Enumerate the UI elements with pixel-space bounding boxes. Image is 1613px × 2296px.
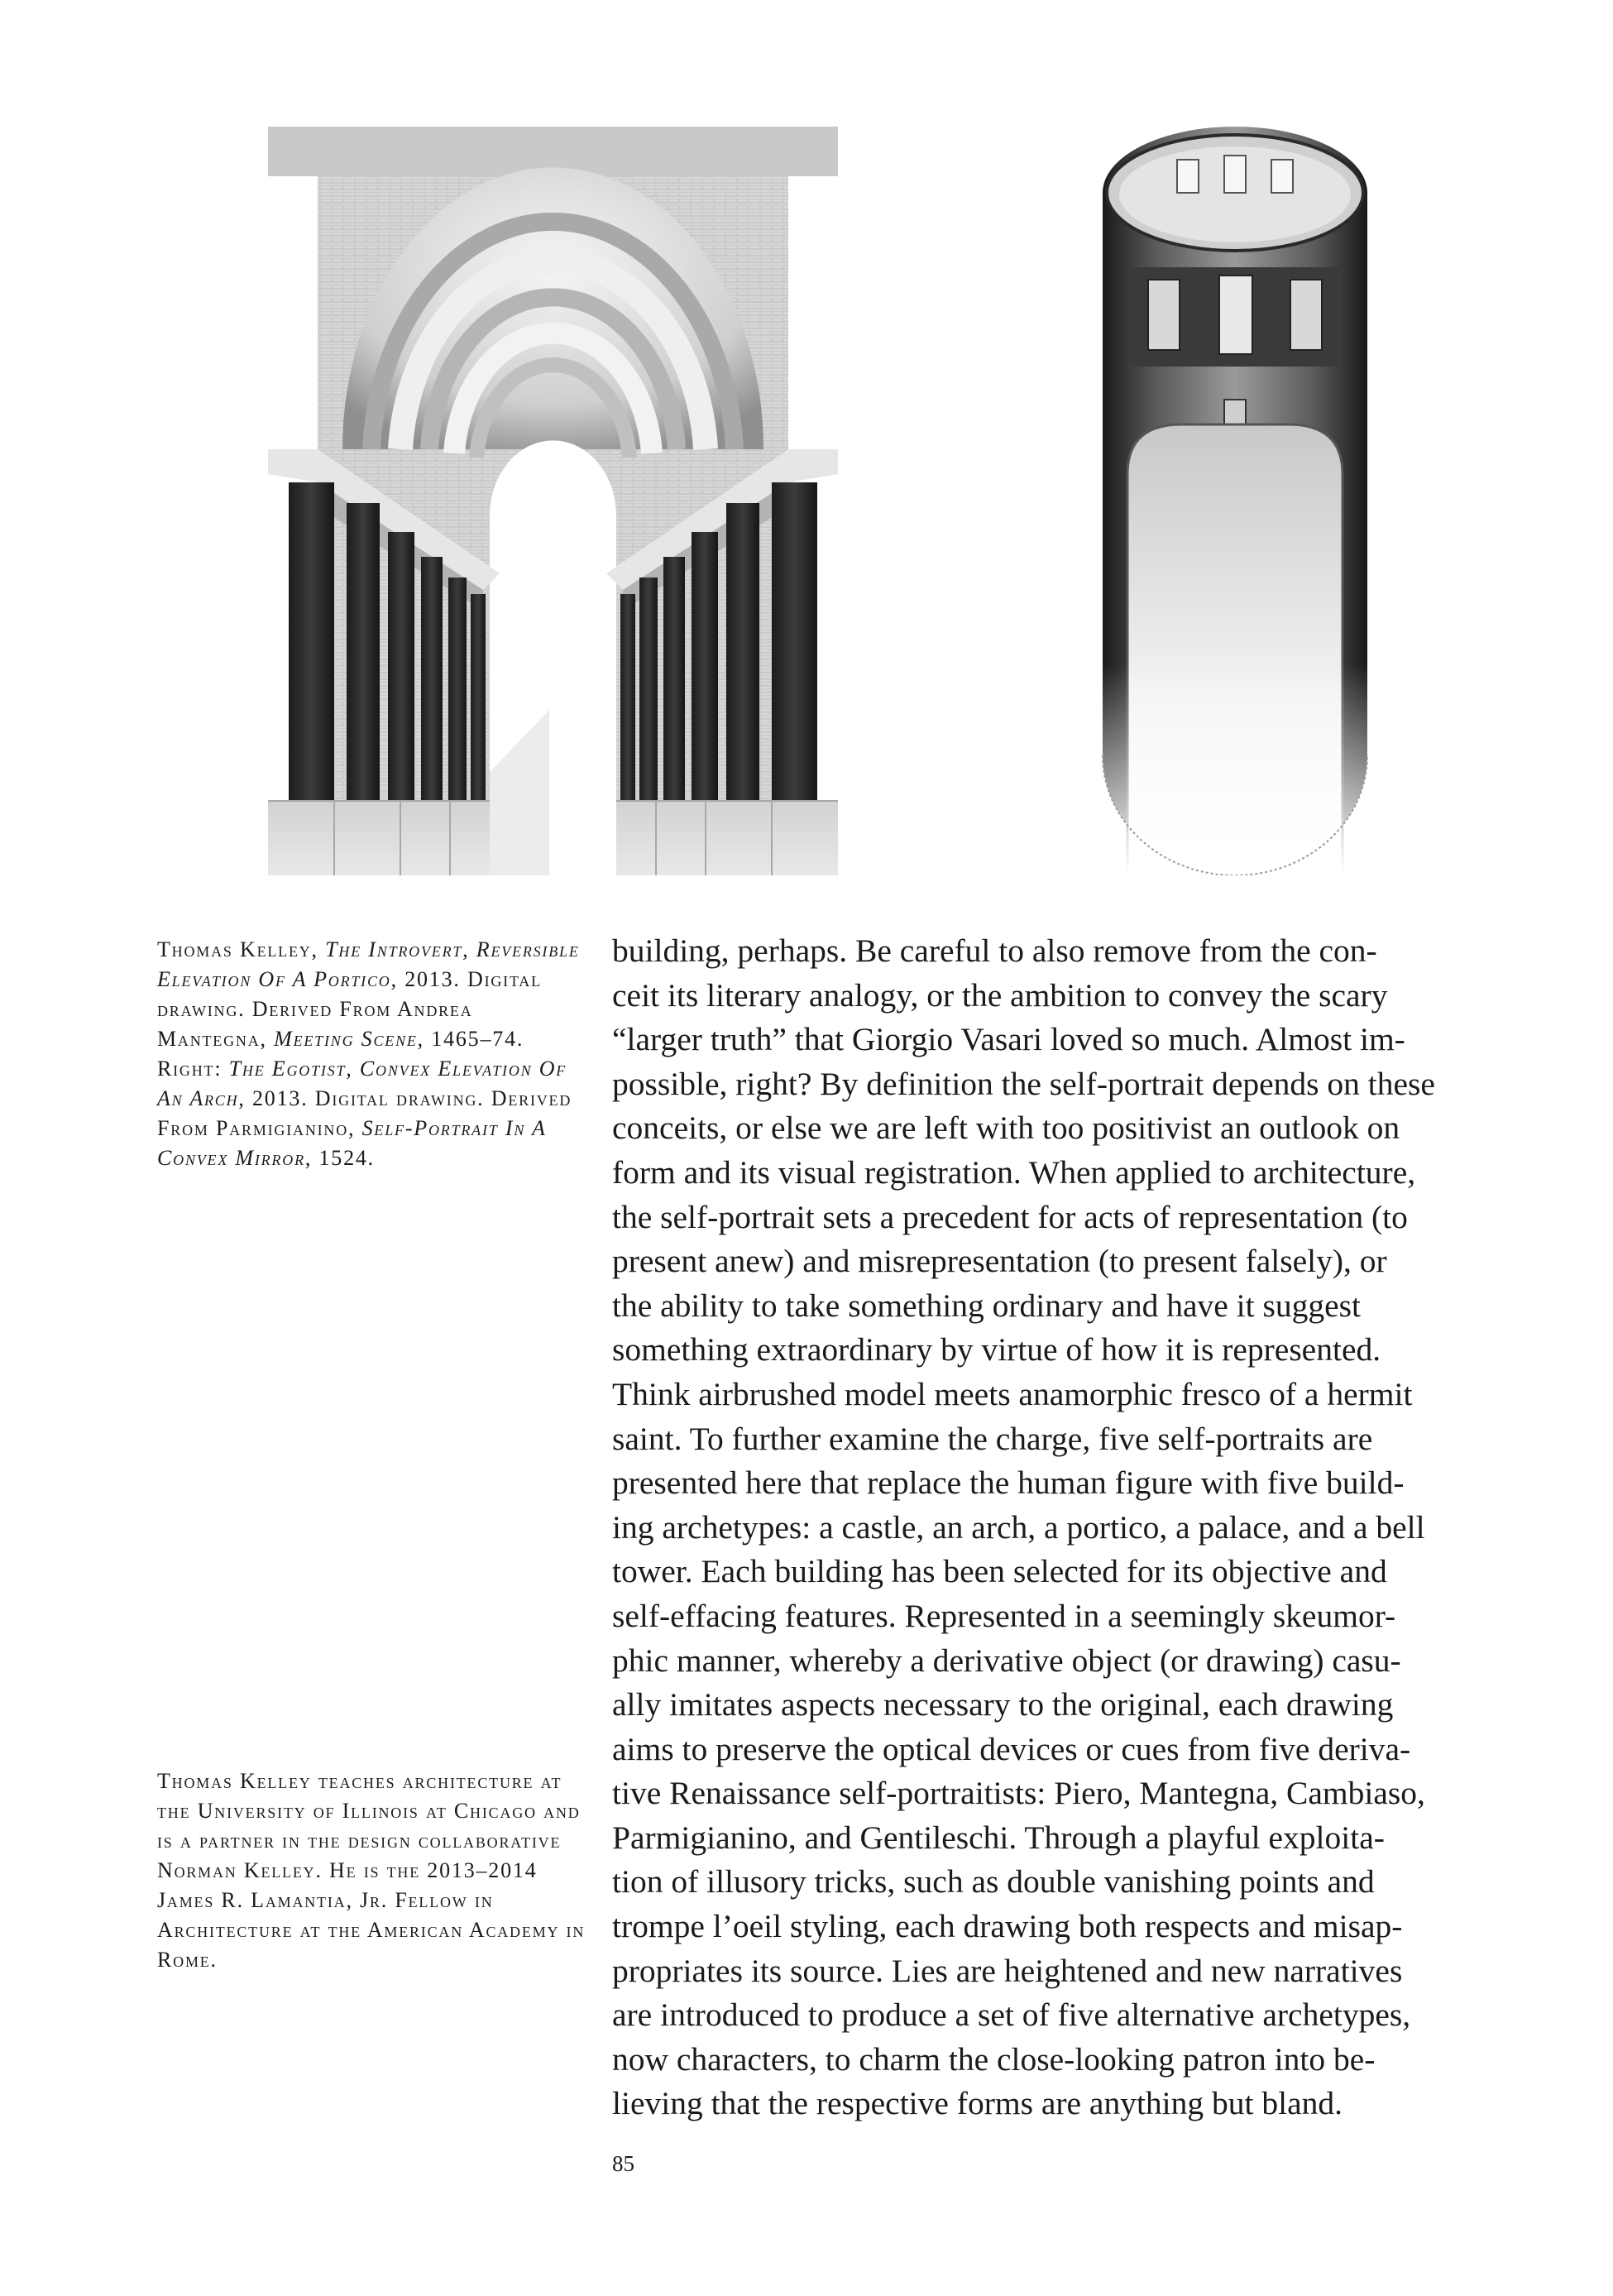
body-line: ally imitates aspects necessary to the original, each drawing xyxy=(612,1686,1394,1723)
body-line: building, perhaps. Be careful to also remove from the con- xyxy=(612,932,1377,969)
body-line: tion of illusory tricks, such as double vanishing points and xyxy=(612,1863,1375,1901)
body-line: Parmigianino, and Gentileschi. Through a playful exploita- xyxy=(612,1819,1385,1856)
portico-elevation-drawing xyxy=(268,127,838,875)
body-line: Think airbrushed model meets anamorphic fresco of a hermit xyxy=(612,1375,1413,1412)
figure-caption xyxy=(157,935,587,1173)
caption-text: , 2013. Digital drawing. Derived From Andrea Mantegna, xyxy=(157,967,542,1051)
body-line: self-effacing features. Represented in a seemingly skeumor- xyxy=(612,1597,1396,1634)
body-line: ing archetypes: a castle, an arch, a portico, a palace, and a bell xyxy=(612,1508,1425,1546)
body-line: presented here that replace the human figure with five build- xyxy=(612,1464,1405,1502)
caption-title: The Egotist, Convex Elevation Of An Arch xyxy=(157,1057,567,1110)
body-line: “larger truth” that Giorgio Vasari loved so much. Almost im- xyxy=(612,1021,1405,1058)
body-line: ceit its literary analogy, or the ambition to convey the scary xyxy=(612,976,1388,1014)
body-line: tive Renaissance self-portraitists: Piero, Mantegna, Cambiaso, xyxy=(612,1775,1425,1812)
body-line: tower. Each building has been selected for its objective and xyxy=(612,1553,1387,1590)
body-line: propriates its source. Lies are heightened and new narratives xyxy=(612,1952,1403,1989)
caption-title: Self-Portrait In A Convex Mirror xyxy=(157,1116,547,1170)
body-line: now characters, to charm the close-looking patron into be- xyxy=(612,2040,1376,2078)
body-line: present anew) and misrepresentation (to present falsely), or xyxy=(612,1243,1387,1280)
body-line: conceits, or else we are left with too positivist an outlook on xyxy=(612,1110,1400,1147)
caption-text: , 1524. xyxy=(304,1146,375,1170)
body-line: the self-portrait sets a precedent for acts of representation (to xyxy=(612,1198,1408,1235)
body-line: something extraordinary by virtue of how it is represented. xyxy=(612,1331,1381,1368)
caption-text: , 2013. Digital drawing. Derived From Parmigianino, xyxy=(157,1086,572,1140)
caption-title: The Introvert, Reversible Elevation Of A Portico xyxy=(157,937,580,991)
body-line: form and its visual registration. When applied to architecture, xyxy=(612,1153,1416,1191)
body-line: lieving that the respective forms are anything but bland. xyxy=(612,2085,1343,2122)
body-line: the ability to take something ordinary and have it suggest xyxy=(612,1287,1362,1324)
caption-title: Meeting Scene xyxy=(274,1027,418,1051)
page-number: 85 xyxy=(612,2151,634,2176)
body-line: saint. To further examine the charge, five self-portraits are xyxy=(612,1420,1373,1457)
caption-text: , 1465–74. Right: xyxy=(157,1027,524,1081)
body-line: trompe l’oeil styling, each drawing both respects and misap- xyxy=(612,1908,1403,1945)
body-text xyxy=(612,929,1497,2126)
convex-arch-drawing xyxy=(1098,127,1371,875)
author-bio: Thomas Kelley teaches architecture at the University of Illinois at Chicago and is a partner in the design collaborative Norman Kelley. He is the 2013–2014 James R. Lamantia, Jr. Fellow in Architecture at the American Academy in Rome. xyxy=(157,1769,586,1972)
caption-text: Thomas Kelley, xyxy=(157,937,326,961)
body-line: are introduced to produce a set of five alternative archetypes, xyxy=(612,1996,1411,2034)
body-line: possible, right? By definition the self-portrait depends on these xyxy=(612,1065,1435,1102)
body-line: aims to preserve the optical devices or cues from five deriva- xyxy=(612,1730,1411,1767)
body-line: phic manner, whereby a derivative object (or drawing) casu- xyxy=(612,1642,1401,1679)
